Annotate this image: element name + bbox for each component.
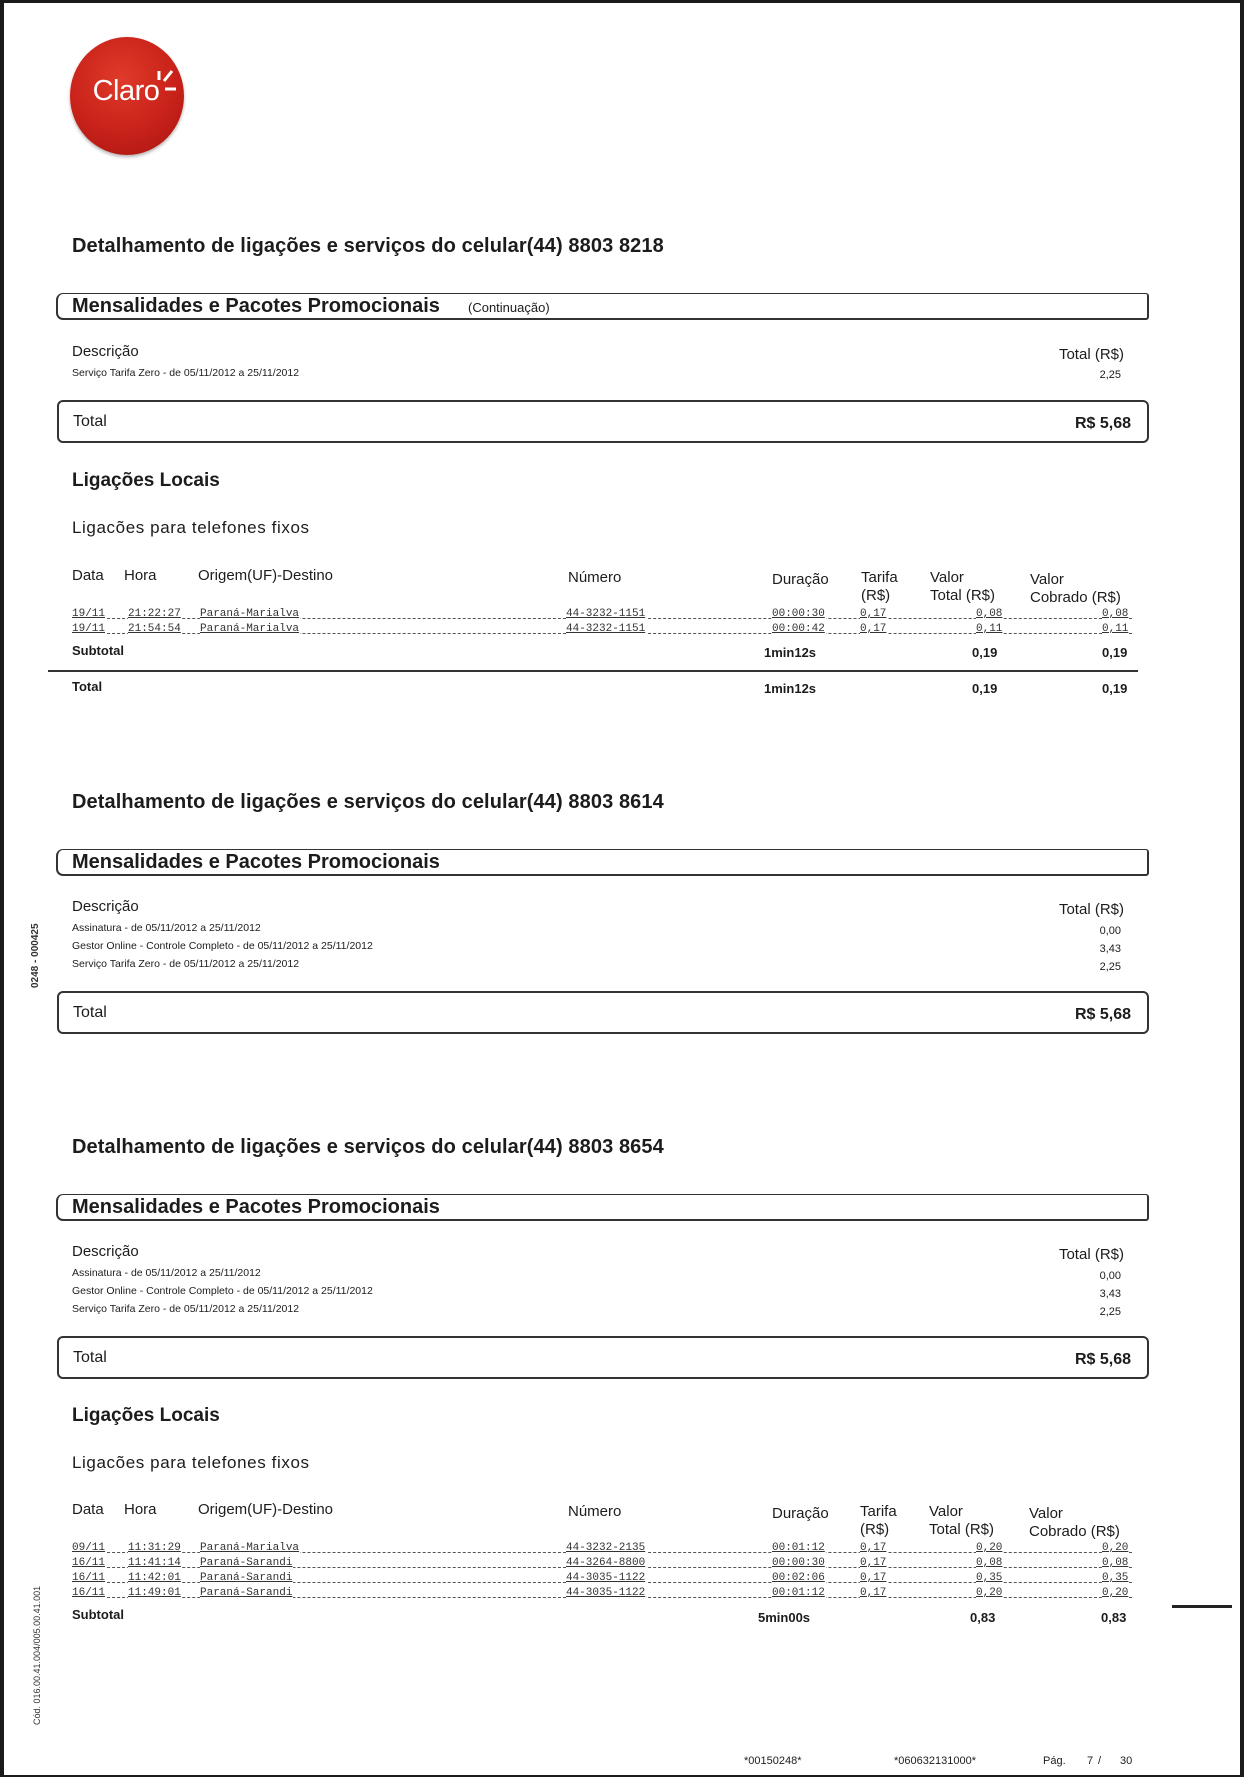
description-value: 2,25 [1099,369,1121,381]
col-header-valor-total [930,569,995,605]
tarifa-line2: (R$) [860,1521,890,1538]
cell-data: 16/11 [72,1587,106,1599]
side-code-top: 0248 - 000425 [30,923,41,988]
cell-valor-cobrado: 0,08 [1102,608,1129,620]
col-header-hora: Hora [124,1501,157,1518]
valor-total-line1: Valor [929,1503,963,1520]
ligacoes-fixos-subtitle: Ligacões para telefones fixos [72,1453,310,1472]
valor-cobrado-line1: Valor [1030,571,1064,588]
cell-valor-cobrado: 0,35 [1102,1572,1129,1584]
total-value: R$ 5,68 [1074,415,1131,432]
cell-origem: Paraná-Marialva [200,608,300,620]
cell-valor-total: 0,08 [976,1557,1003,1569]
cell-data: 19/11 [72,608,106,620]
valor-total-line2: Total (R$) [929,1521,995,1538]
mensalidades-title: Mensalidades e Pacotes Promocionais [72,295,440,317]
cell-duracao: 00:00:42 [772,623,825,635]
section-3-title-text: Detalhamento de ligações e serviços do celular [72,1136,527,1158]
cell-origem: Paraná-Marialva [200,623,300,635]
section-3-total-box [57,1336,1149,1379]
mensalidades-title: Mensalidades e Pacotes Promocionais [72,851,440,873]
cell-duracao: 00:02:06 [772,1572,825,1584]
tarifa-line1: Tarifa [860,1503,897,1520]
call-row [72,623,1132,637]
description-value: 2,25 [1099,1306,1121,1318]
total-value: R$ 5,68 [1074,1006,1131,1023]
subtotal-label: Subtotal [72,1607,124,1622]
call-row [72,1542,1132,1556]
cell-hora: 11:31:29 [128,1542,181,1554]
section-3-title [72,1136,664,1159]
valor-total-line2: Total (R$) [930,587,996,604]
cell-tarifa: 0,17 [860,1542,887,1554]
page-separator: / [1098,1755,1102,1767]
cell-tarifa: 0,17 [860,1587,887,1599]
cell-valor-total: 0,08 [976,608,1003,620]
total-label: Total [73,1349,107,1366]
logo-text: Claro [92,75,160,107]
cell-data: 19/11 [72,623,106,635]
subtotal-duracao: 1min12s [764,645,817,660]
cell-tarifa: 0,17 [860,623,887,635]
col-header-valor-total [929,1503,994,1539]
col-header-tarifa [860,1503,897,1539]
call-row [72,608,1132,622]
description-item: Gestor Online - Controle Completo - de 05/11/2012 a 25/11/2012 [72,1285,373,1297]
cell-hora: 11:42:01 [128,1572,181,1584]
section-2-phone: (44) 8803 8614 [526,791,664,813]
section-1-total-box [57,400,1149,443]
page-current: 7 [1087,1755,1094,1767]
description-value: 0,00 [1099,925,1121,937]
subtotal-valor-total: 0,19 [972,645,998,660]
tarifa-line1: Tarifa [861,569,898,586]
cell-data: 16/11 [72,1557,106,1569]
total-header: Total (R$) [1058,346,1124,363]
cell-hora: 11:41:14 [128,1557,181,1569]
cell-valor-cobrado: 0,11 [1102,623,1129,635]
description-item: Assinatura - de 05/11/2012 a 25/11/2012 [72,1267,261,1279]
description-item: Assinatura - de 05/11/2012 a 25/11/2012 [72,922,261,934]
valor-cobrado-line2: Cobrado (R$) [1029,1523,1120,1540]
valor-cobrado-line1: Valor [1029,1505,1063,1522]
total-label: Total [73,1004,107,1021]
cell-origem: Paraná-Sarandi [200,1572,293,1584]
mensalidades-title: Mensalidades e Pacotes Promocionais [72,1196,440,1218]
subtotal-valor-total: 0,83 [970,1610,996,1625]
total-divider [48,670,1138,672]
total-row-duracao: 1min12s [764,681,817,696]
call-row [72,1587,1132,1601]
description-value: 0,00 [1099,1270,1121,1282]
cell-hora: 11:49:01 [128,1587,181,1599]
valor-cobrado-line2: Cobrado (R$) [1030,589,1121,606]
col-header-data: Data [72,567,104,584]
col-header-valor-cobrado [1030,571,1121,607]
description-header: Descrição [72,898,139,915]
cell-hora: 21:54:54 [128,623,181,635]
col-header-duracao: Duração [772,1505,829,1522]
call-row [72,1572,1132,1586]
cell-valor-cobrado: 0,08 [1102,1557,1129,1569]
description-item: Gestor Online - Controle Completo - de 05/11/2012 a 25/11/2012 [72,940,373,952]
cell-data: 09/11 [72,1542,106,1554]
mensalidades-continuation: (Continuação) [468,300,550,315]
total-header: Total (R$) [1058,1246,1124,1263]
description-value: 3,43 [1099,1288,1121,1300]
footer-code-2: *060632131000* [894,1755,976,1767]
description-item: Serviço Tarifa Zero - de 05/11/2012 a 25/11/2012 [72,367,300,379]
section-2-total-box [57,991,1149,1034]
subtotal-valor-cobrado: 0,19 [1102,645,1128,660]
total-header: Total (R$) [1058,901,1124,918]
cell-valor-cobrado: 0,20 [1102,1587,1129,1599]
cell-numero: 44-3264-8800 [566,1557,646,1569]
cell-numero: 44-3232-1151 [566,608,646,620]
logo-rays-icon [150,67,180,97]
tarifa-line2: (R$) [861,587,891,604]
total-row-valor-cobrado: 0,19 [1102,681,1128,696]
total-row-valor-total: 0,19 [972,681,998,696]
col-header-tarifa [861,569,898,605]
cell-numero: 44-3035-1122 [566,1572,646,1584]
description-value: 2,25 [1099,961,1121,973]
description-header: Descrição [72,343,139,360]
page-label: Pág. [1043,1755,1066,1767]
valor-total-line1: Valor [930,569,964,586]
col-header-origem: Origem(UF)-Destino [198,567,334,584]
col-header-data: Data [72,1501,104,1518]
total-row-label: Total [72,679,103,694]
page-total: 30 [1120,1755,1133,1767]
cell-numero: 44-3035-1122 [566,1587,646,1599]
cell-numero: 44-3232-1151 [566,623,646,635]
total-label: Total [73,413,107,430]
section-1-phone: (44) 8803 8218 [526,235,664,257]
col-header-numero: Número [568,569,622,586]
ligacoes-locais-title: Ligações Locais [72,1405,220,1426]
side-code-bottom: Cód. 016.00.41.004/005.00.41.001 [32,1585,42,1725]
cell-numero: 44-3232-2135 [566,1542,646,1554]
cell-valor-total: 0,20 [976,1542,1003,1554]
section-2-title-text: Detalhamento de ligações e serviços do celular [72,791,527,813]
cell-hora: 21:22:27 [128,608,181,620]
cell-valor-total: 0,35 [976,1572,1003,1584]
cell-duracao: 00:00:30 [772,608,825,620]
col-header-numero: Número [568,1503,622,1520]
ligacoes-locais-title: Ligações Locais [72,470,220,491]
cell-valor-cobrado: 0,20 [1102,1542,1129,1554]
cell-origem: Paraná-Sarandi [200,1557,293,1569]
col-header-duracao: Duração [772,571,829,588]
cell-data: 16/11 [72,1572,106,1584]
cell-tarifa: 0,17 [860,1557,887,1569]
subtotal-valor-cobrado: 0,83 [1101,1610,1127,1625]
section-3-mensalidades-header [56,1194,1149,1221]
subtotal-label: Subtotal [72,643,124,658]
description-value: 3,43 [1099,943,1121,955]
section-1-title [72,235,664,258]
ligacoes-fixos-subtitle: Ligacões para telefones fixos [72,518,310,537]
description-item: Serviço Tarifa Zero - de 05/11/2012 a 25/11/2012 [72,1303,300,1315]
section-3-phone: (44) 8803 8654 [526,1136,664,1158]
cell-valor-total: 0,11 [976,623,1003,635]
section-2-mensalidades-header [56,849,1149,876]
description-header: Descrição [72,1243,139,1260]
cell-tarifa: 0,17 [860,1572,887,1584]
cell-origem: Paraná-Marialva [200,1542,300,1554]
cell-duracao: 00:01:12 [772,1542,825,1554]
subtotal-duracao: 5min00s [758,1610,811,1625]
cell-duracao: 00:00:30 [772,1557,825,1569]
col-header-hora: Hora [124,567,157,584]
section-2-title [72,791,664,814]
bill-page [4,3,1240,1775]
footer-code-1: *00150248* [744,1755,802,1767]
total-value: R$ 5,68 [1074,1351,1131,1368]
cell-origem: Paraná-Sarandi [200,1587,293,1599]
description-item: Serviço Tarifa Zero - de 05/11/2012 a 25/11/2012 [72,958,300,970]
fold-mark [1172,1605,1232,1608]
section-1-title-text: Detalhamento de ligações e serviços do celular [72,235,527,257]
call-row [72,1557,1132,1571]
col-header-origem: Origem(UF)-Destino [198,1501,334,1518]
cell-tarifa: 0,17 [860,608,887,620]
cell-valor-total: 0,20 [976,1587,1003,1599]
cell-duracao: 00:01:12 [772,1587,825,1599]
col-header-valor-cobrado [1029,1505,1120,1541]
section-1-mensalidades-header [56,293,1149,320]
claro-logo [70,37,184,155]
